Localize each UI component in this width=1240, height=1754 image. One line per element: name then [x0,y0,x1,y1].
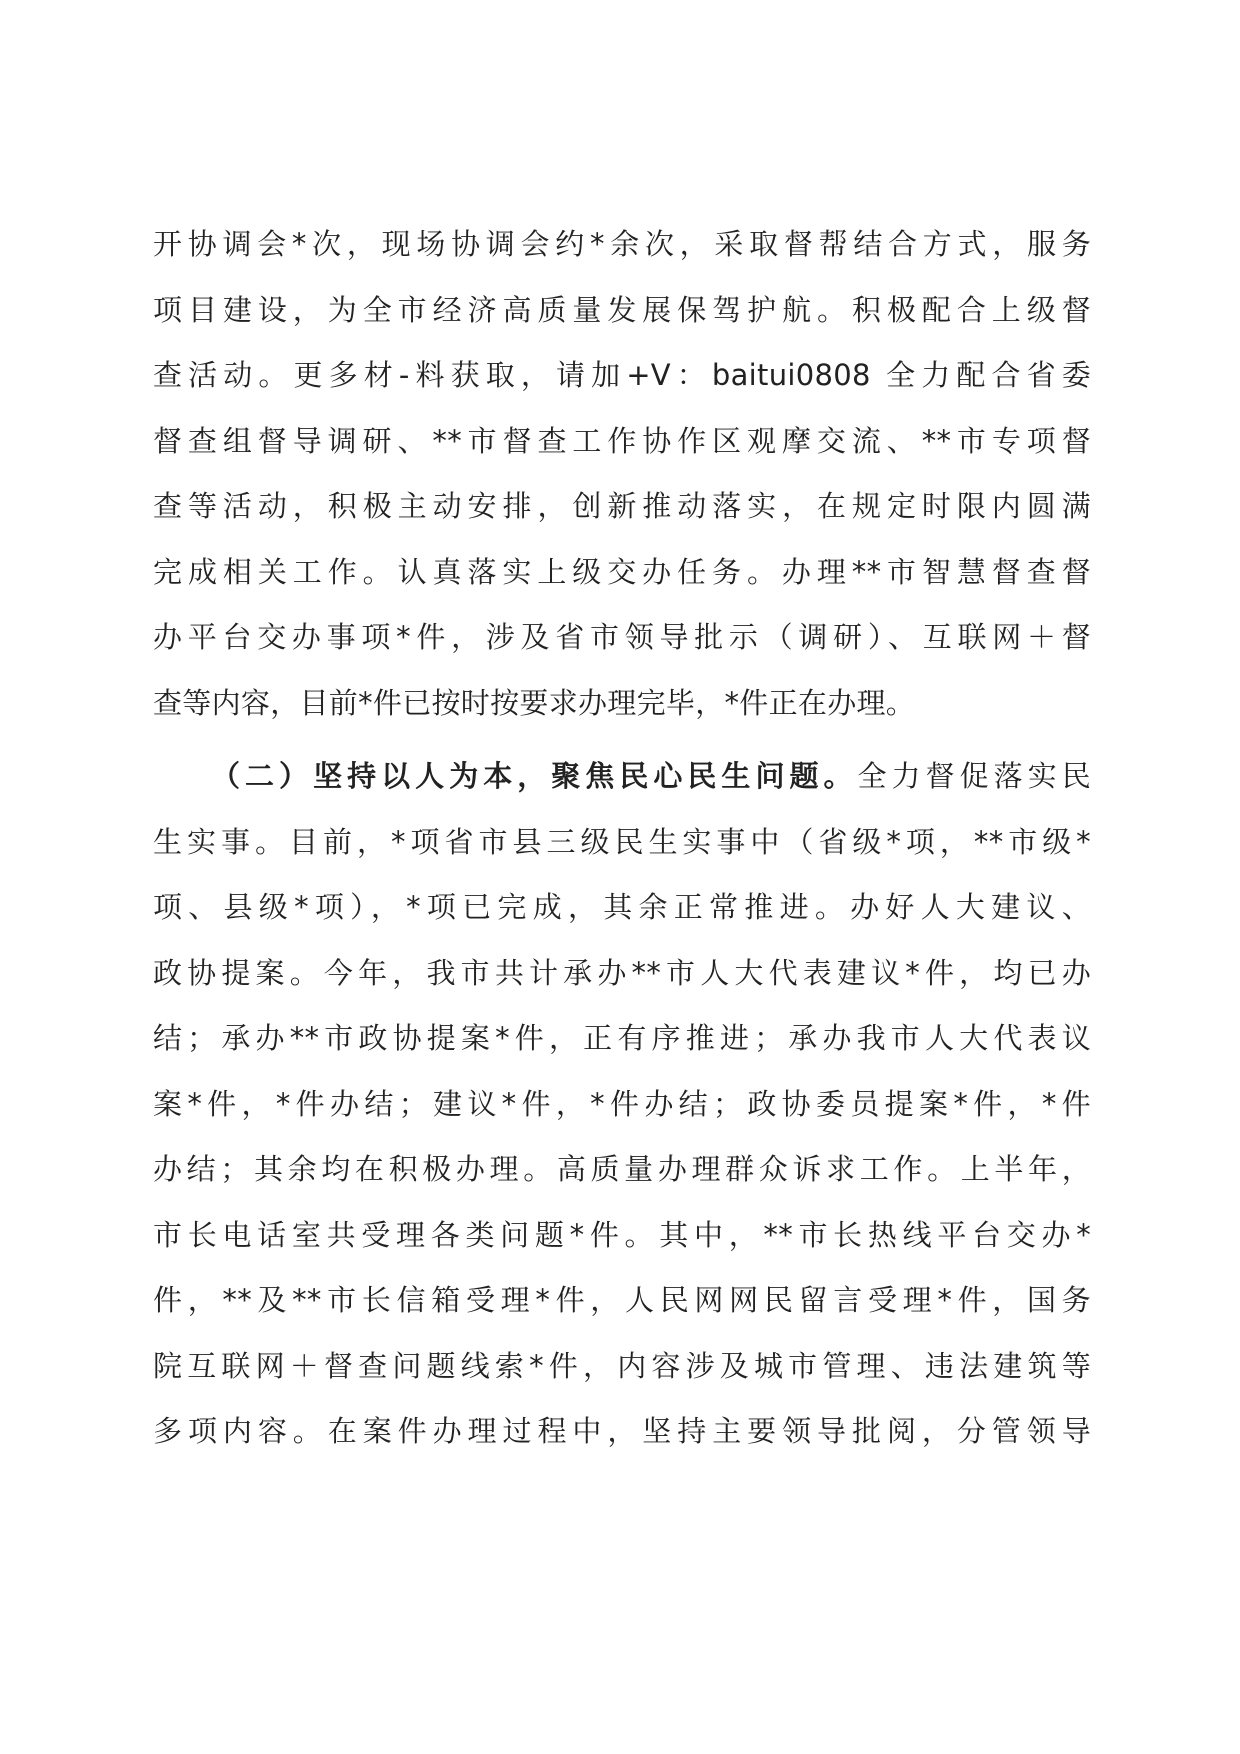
paragraph-line: 项目建设，为全市经济高质量发展保驾护航。积极配合上级督 [153,292,1091,327]
paragraph-line: 查活动。更多材-料获取，请加+V：baitui0808 全力配合省委 [153,358,1091,392]
paragraph-line: 件，**及**市长信箱受理*件，人民网网民留言受理*件，国务 [153,1283,1091,1317]
paragraph-line: 项、县级*项），*项已完成，其余正常推进。办好人大建议、 [153,890,1091,924]
paragraph-line: 完成相关工作。认真落实上级交办任务。办理**市智慧督查督 [153,554,1091,589]
paragraph-line: 院互联网＋督查问题线索*件，内容涉及城市管理、违法建筑等 [153,1348,1091,1383]
section-heading: （二）坚持以人为本，聚焦民心民生问题。 [211,759,858,793]
paragraph-line: 督查组督导调研、**市督查工作协作区观摩交流、**市专项督 [153,423,1091,458]
paragraph-line: 多项内容。在案件办理过程中，坚持主要领导批阅，分管领导 [153,1414,1091,1448]
paragraph-line: 办结；其余均在积极办理。高质量办理群众诉求工作。上半年， [153,1152,1091,1186]
paragraph-2 [153,744,1091,1465]
paragraph-line: 案*件，*件办结；建议*件，*件办结；政协委员提案*件，*件 [153,1086,1091,1121]
paragraph-line: 政协提案。今年，我市共计承办**市人大代表建议*件，均已办 [153,955,1091,990]
paragraph-line: 生实事。目前，*项省市县三级民生实事中（省级*项，**市级* [153,824,1091,859]
paragraph-first-line [153,744,1091,810]
paragraph-line: 开协调会*次，现场协调会约*余次，采取督帮结合方式，服务 [153,227,1091,261]
paragraph-line: 办平台交办事项*件，涉及省市领导批示（调研）、互联网＋督 [153,620,1091,654]
paragraph-1 [153,212,1091,736]
paragraph-line: 结；承办**市政协提案*件，正有序推进；承办我市人大代表议 [153,1021,1091,1055]
paragraph-text: 全力督促落实民 [857,759,1091,793]
paragraph-line: 查等内容，目前*件已按时按要求办理完毕，*件正在办理。 [153,685,916,720]
paragraph-line: 市长电话室共受理各类问题*件。其中，**市长热线平台交办* [153,1217,1091,1252]
paragraph-line: 查等活动，积极主动安排，创新推动落实，在规定时限内圆满 [153,489,1091,523]
